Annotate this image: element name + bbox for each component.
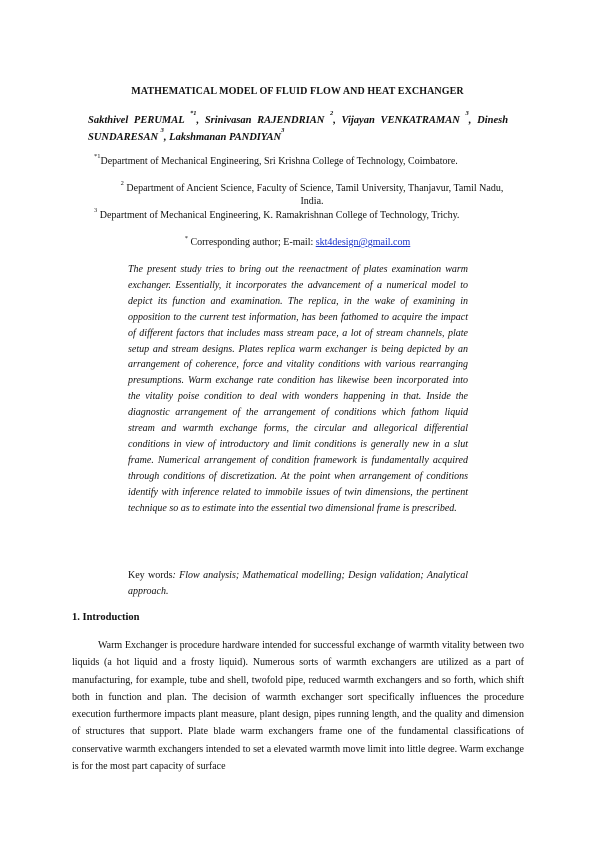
author-name: Srinivasan RAJENDRIAN xyxy=(204,115,325,126)
affiliation-text: Department of Ancient Science, Faculty of Science, Tamil University, Thanjavur, Tamil Nadu, India. xyxy=(126,183,504,207)
author-affiliation-mark: 3 xyxy=(281,127,285,134)
section-heading: 1. Introduction xyxy=(72,612,140,623)
author-affiliation-mark: 3 xyxy=(160,127,164,134)
corresponding-mark: * xyxy=(184,235,188,242)
abstract: The present study tries to bring out the reenactment of plates examination warm exchanger. Essentially, it incorporates the advancement of a numerical model to depict its function and examination. The replica, in the wake of examining in opposition to the current test information, has been fathomed to acquire the impact of different factors that includes mass stream pace, a lot of stream channels, plate setup and stream designs. Plates replica warm exchanger is being depicted by an arrangement of coherence, force and vitality conditions with various rearranging presumptions. Warm exchange rate condition has likewise been incorporated into the vitality poise condition to deal with wonders happening in that. Inside the diagnostic arrangement of the arrangement of conditions which fathom liquid stream and warmth exchange forms, the circular and allegorical differential conditions in view of introductory and limit conditions is generally new in a slut frame. Numerical arrangement of condition framework is fundamentally acquired through conditions of discretization. At the point when arrangement of conditions identify with inference related to immobile issues of twin dimensions, the pertinent technique so as to estimate into the essential two dimensional frame is prescribed. xyxy=(128,264,468,514)
affiliation-mark: *1 xyxy=(94,153,101,160)
affiliation xyxy=(94,209,514,222)
affiliation xyxy=(94,155,514,168)
author-list: Sakthivel PERUMAL $^{*1}$, Srinivasan RAJENDRIAN $^2$, Vijayan VENKATRAMAN $^3$, Dinesh SUNDARESAN $^3$, Lakshmanan PANDIYAN$^3$ xyxy=(88,110,509,143)
author-name: Lakshmanan PANDIYAN xyxy=(169,132,282,143)
affiliation-text: Department of Mechanical Engineering, Sri Krishna College of Technology, Coimbatore. xyxy=(100,156,458,167)
affiliation-mark: 3 xyxy=(94,207,98,214)
keywords-value: : Flow analysis; Mathematical modelling; Design validation; Analytical approach. xyxy=(128,570,468,597)
affiliation-mark: 2 xyxy=(120,180,124,187)
keywords xyxy=(128,568,468,599)
author-name: Vijayan VENKATRAMAN xyxy=(341,115,460,126)
author-affiliation-mark: *1 xyxy=(190,110,197,117)
paper-title: MATHEMATICAL MODEL OF FLUID FLOW AND HEAT EXCHANGER xyxy=(131,86,464,97)
author-name: Dinesh SUNDARESAN xyxy=(88,115,509,143)
affiliation xyxy=(112,182,512,208)
author-affiliation-mark: 2 xyxy=(329,110,334,117)
keywords-label: Key words xyxy=(128,570,173,581)
affiliation-text: Department of Mechanical Engineering, K. Ramakrishnan College of Technology, Trichy. xyxy=(99,210,460,221)
corresponding-author xyxy=(0,237,595,248)
author-affiliation-mark: 3 xyxy=(465,110,469,117)
email-link[interactable]: skt4design@gmail.com xyxy=(315,237,411,248)
author-name: Sakthivel PERUMAL xyxy=(88,115,185,126)
corresponding-label: Corresponding author; E-mail: xyxy=(190,237,314,248)
intro-paragraph: Warm Exchanger is procedure hardware intended for successful exchange of warmth vitality between two liquids (a hot liquid and a frosty liquid). Numerous sorts of warmth exchangers are utilized as a part of manufacturing, for example, tube and shell, twofold pipe, reduced warmth exchangers and so forth, which shift both in function and plan. The decision of warmth exchanger sort specifically influences the procedure execution furthermore impacts plant measure, plant design, pipes running length, and the quality and dimension of structures that support. Plate blade warm exchangers frame one of the fundamental classifications of conservative warmth exchangers intended to set a elevated warmth move limit into little degree. Warm exchange is for the most part capacity of surface xyxy=(72,640,524,773)
